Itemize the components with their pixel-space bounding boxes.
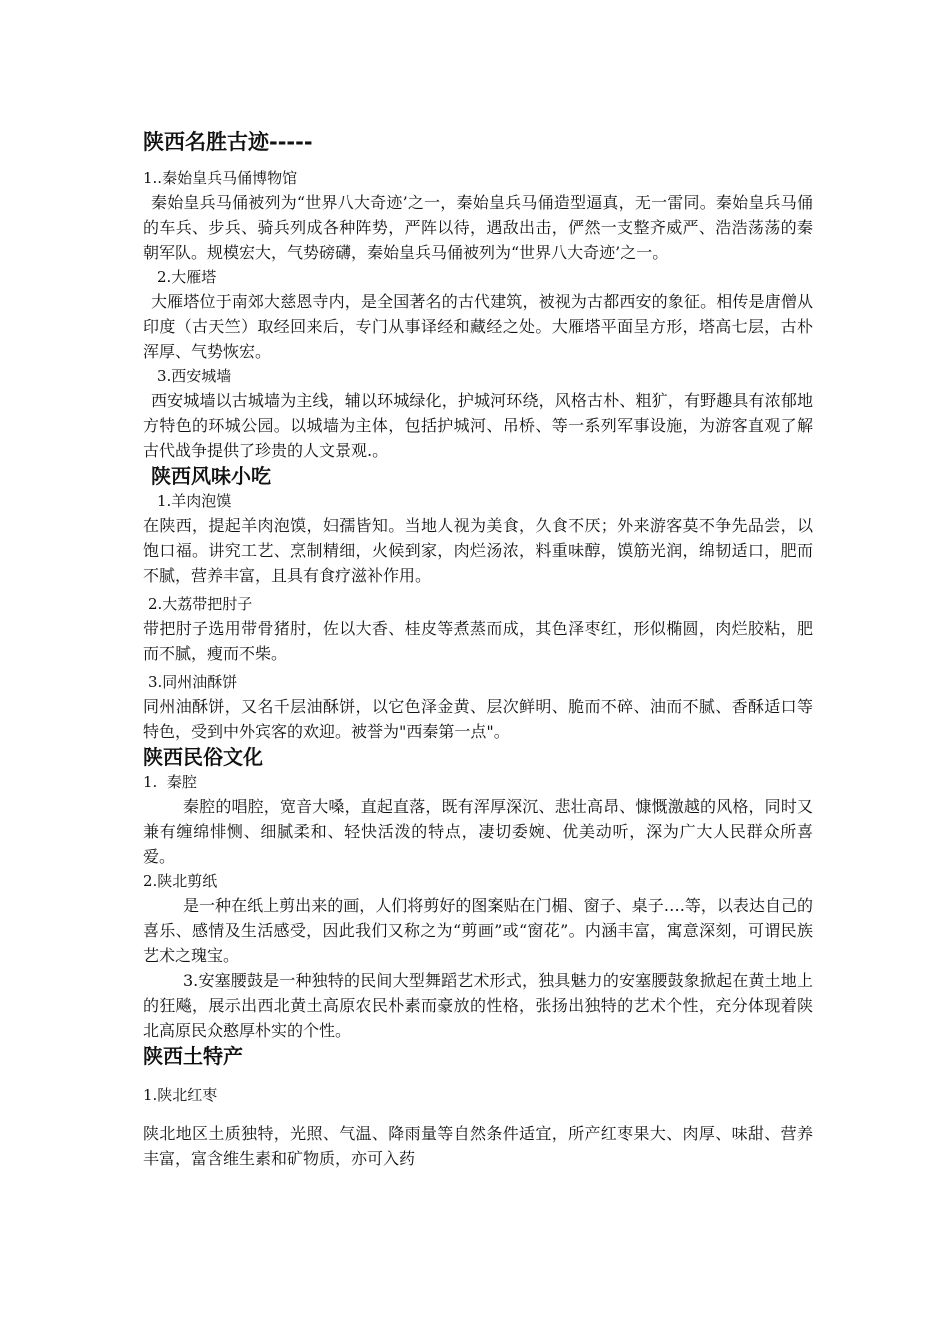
item-heading-pastry: 3.同州油酥饼 xyxy=(148,673,238,691)
item-text-pork-knuckle: 带把肘子选用带骨猪肘，佐以大香、桂皮等煮蒸而成，其色泽枣红，形似椭圆，肉烂胶粘，肥而不腻，瘦而不柴。 xyxy=(143,619,813,663)
item-heading-qinqiang: 1. 秦腔 xyxy=(143,773,197,791)
item-text-pastry: 同州油酥饼，又名千层油酥饼，以它色泽金黄、层次鲜明、脆而不碎、油而不腻、香酥适口等特色，受到中外宾客的欢迎。被誉为"西秦第一点"。 xyxy=(143,697,813,741)
section-title-snacks: 陕西风味小吃 xyxy=(151,464,271,488)
item-text-big-goose-pagoda: 大雁塔位于南郊大慈恩寺内，是全国著名的古代建筑，被视为古都西安的象征。相传是唐僧从印度（古天竺）取经回来后，专门从事译经和藏经之处。大雁塔平面呈方形，塔高七层，古朴浑厚、气势恢宏。 xyxy=(143,292,813,361)
section-title-folk-culture: 陕西民俗文化 xyxy=(143,745,263,769)
item-heading-paper-cutting: 2.陕北剪纸 xyxy=(143,872,218,890)
item-heading-city-wall: 3.西安城墙 xyxy=(157,367,232,385)
item-text-qinqiang: 秦腔的唱腔，宽音大嗓，直起直落，既有浑厚深沉、悲壮高昂、慷慨激越的风格，同时又兼有缠绵悱恻、细腻柔和、轻快活泼的特点，凄切委婉、优美动听，深为广大人民群众所喜爱。 xyxy=(143,797,813,866)
item-heading-big-goose-pagoda: 2.大雁塔 xyxy=(157,268,217,286)
item-heading-terracotta: 1..秦始皇兵马俑博物馆 xyxy=(143,169,298,187)
item-heading-red-dates: 1.陕北红枣 xyxy=(143,1086,218,1104)
item-text-red-dates: 陕北地区土质独特，光照、气温、降雨量等自然条件适宜，所产红枣果大、肉厚、味甜、营养丰富，富含维生素和矿物质，亦可入药 xyxy=(143,1124,813,1168)
section-title-scenic-spots: 陕西名胜古迹----- xyxy=(143,130,313,154)
document-page xyxy=(143,128,813,1171)
item-text-paper-cutting: 是一种在纸上剪出来的画，人们将剪好的图案贴在门楣、窗子、桌子….等，以表达自己的喜乐、感情及生活感受，因此我们又称之为“剪画”或“窗花”。内涵丰富，寓意深刻，可谓民族艺术之瑰宝。 xyxy=(143,896,813,965)
section-title-local-products: 陕西土特产 xyxy=(143,1044,243,1068)
item-text-terracotta: 秦始皇兵马俑被列为“世界八大奇迹’之一，秦始皇兵马俑造型逼真，无一雷同。秦始皇兵马俑的车兵、步兵、骑兵列成各种阵势，严阵以待，遇敌出击，俨然一支整齐威严、浩浩荡荡的秦朝军队。规模宏大，气势磅礴，秦始皇兵马俑被列为“世界八大奇迹’之一。 xyxy=(143,193,813,262)
item-heading-pork-knuckle: 2.大荔带把肘子 xyxy=(148,595,253,613)
item-text-city-wall: 西安城墙以古城墙为主线，辅以环城绿化，护城河环绕，风格古朴、粗犷，有野趣具有浓郁地方特色的环城公园。以城墙为主体，包括护城河、吊桥、等一系列军事设施，为游客直观了解古代战争提供了珍贵的人文景观.。 xyxy=(143,391,813,460)
item-text-waist-drum: 3.安塞腰鼓是一种独特的民间大型舞蹈艺术形式，独具魅力的安塞腰鼓象掀起在黄土地上的狂飚，展示出西北黄土高原农民朴素而豪放的性格，张扬出独特的艺术个性，充分体现着陕北高原民众憨厚朴实的个性。 xyxy=(143,971,813,1040)
item-text-mutton-soup: 在陕西，提起羊肉泡馍，妇孺皆知。当地人视为美食，久食不厌；外来游客莫不争先品尝，以饱口福。讲究工艺、烹制精细，火候到家，肉烂汤浓，料重味醇，馍筋光润，绵韧适口，肥而不腻，营养丰富，且具有食疗滋补作用。 xyxy=(143,516,813,585)
item-heading-mutton-soup: 1.羊肉泡馍 xyxy=(157,492,232,510)
